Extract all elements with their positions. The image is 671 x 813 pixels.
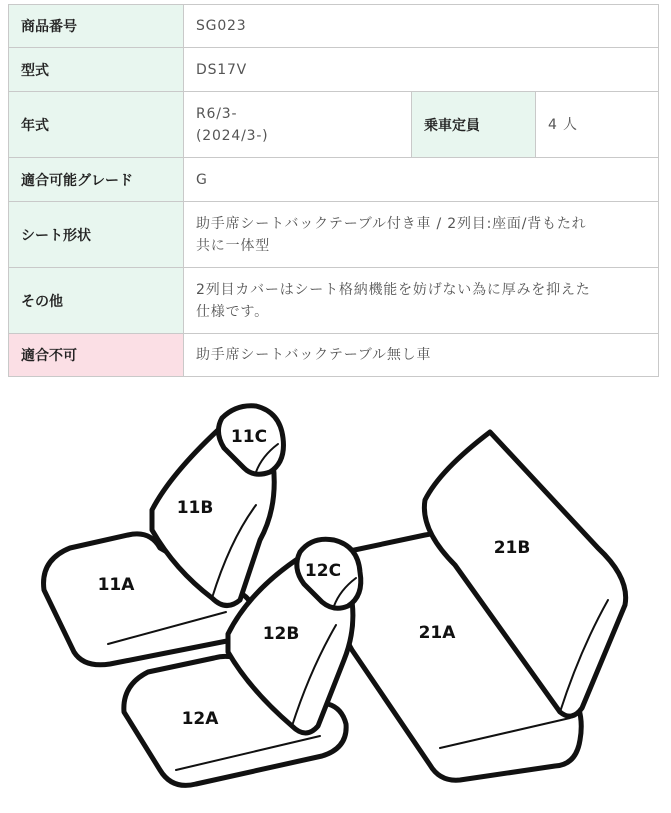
label-21b: 21B — [493, 538, 531, 558]
model-label: 型式 — [9, 48, 184, 92]
label-21a: 21A — [418, 623, 456, 643]
other-value — [184, 268, 659, 334]
label-11a: 11A — [97, 575, 135, 595]
row-grade — [9, 158, 659, 202]
label-12c: 12C — [304, 561, 342, 581]
row-not-compatible — [9, 334, 659, 377]
product-code-value: SG023 — [184, 5, 659, 48]
row-year — [9, 92, 659, 158]
grade-value: G — [184, 158, 659, 202]
row-other — [9, 268, 659, 334]
row-model — [9, 48, 659, 92]
other-value-line1: 2列目カバーはシート格納機能を妨げない為に厚みを抑えた — [196, 281, 591, 298]
not-compatible-label: 適合不可 — [9, 334, 184, 377]
not-compatible-value: 助手席シートバックテーブル無し車 — [184, 334, 659, 377]
seat-diagram — [0, 388, 671, 813]
seat-shape-label: シート形状 — [9, 202, 184, 268]
capacity-value: 4 人 — [536, 92, 659, 158]
year-value-line2: (2024/3-) — [196, 127, 269, 144]
other-label: その他 — [9, 268, 184, 334]
capacity-label: 乗車定員 — [412, 92, 536, 158]
label-11c: 11C — [230, 427, 268, 447]
seat-shape-value-line1: 助手席シートバックテーブル付き車 / 2列目:座面/背もたれ — [196, 215, 587, 232]
year-value-line1: R6/3- — [196, 105, 238, 122]
other-value-line2: 仕様です。 — [196, 303, 269, 320]
row-product-code — [9, 5, 659, 48]
seat-shape-value-line2: 共に一体型 — [196, 237, 270, 254]
seat-shape-value — [184, 202, 659, 268]
year-value — [184, 92, 412, 158]
product-code-label: 商品番号 — [9, 5, 184, 48]
row-seat-shape — [9, 202, 659, 268]
label-12b: 12B — [262, 624, 300, 644]
year-label: 年式 — [9, 92, 184, 158]
grade-label: 適合可能グレード — [9, 158, 184, 202]
model-value: DS17V — [184, 48, 659, 92]
label-12a: 12A — [181, 709, 219, 729]
label-11b: 11B — [176, 498, 214, 518]
spec-table — [8, 4, 659, 377]
